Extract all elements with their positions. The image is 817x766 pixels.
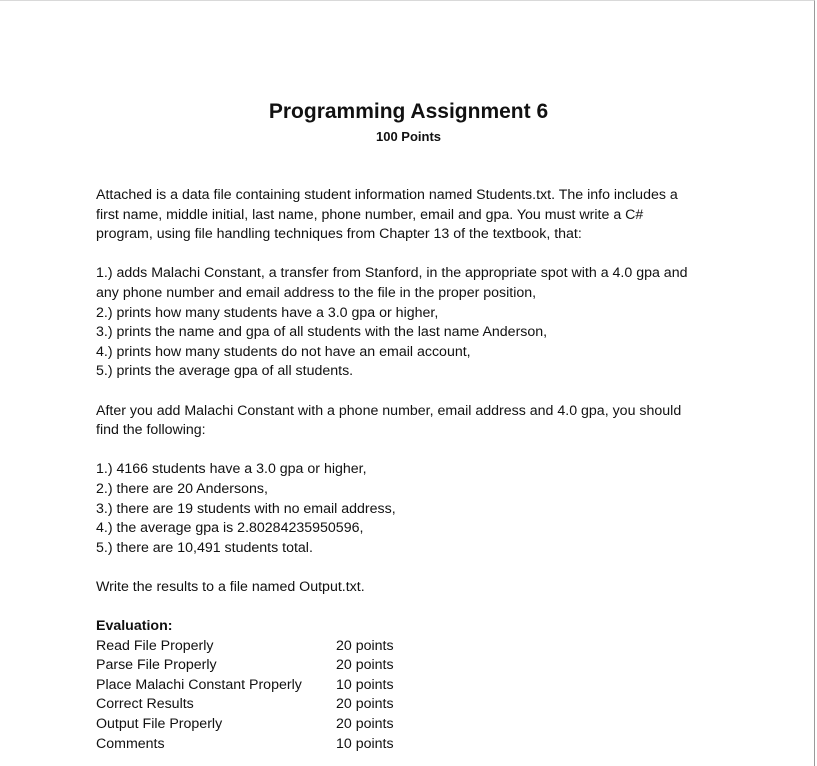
text-line: first name, middle initial, last name, phone number, email and gpa. You must write a C# [96,206,644,223]
list-item: 1.) 4166 students have a 3.0 gpa or higher, [96,461,367,478]
output-instruction: Write the results to a file named Output.txt. [96,578,365,595]
evaluation-points: 20 points [336,657,394,674]
evaluation-points: 10 points [336,676,394,693]
table-row [96,676,736,696]
list-item: 5.) prints the average gpa of all students. [96,363,354,380]
evaluation-table [96,617,736,754]
document-title: Programming Assignment 6 [268,100,549,123]
evaluation-points: 20 points [336,696,394,713]
list-item: 2.) there are 20 Andersons, [96,480,268,497]
evaluation-points: 20 points [336,637,394,654]
table-row [96,656,736,676]
list-item: 1.) adds Malachi Constant, a transfer from Stanford, in the appropriate spot with a 4.0 gpa and [96,265,688,282]
evaluation-item: Parse File Properly [96,657,217,674]
document-body [96,186,736,754]
table-row [96,637,736,657]
table-row [96,715,736,735]
table-row [96,695,736,715]
evaluation-item: Correct Results [96,696,194,713]
list-item: 4.) the average gpa is 2.80284235950596, [96,520,364,537]
text-line: program, using file handling techniques from Chapter 13 of the textbook, that: [96,226,582,243]
list-item: 3.) there are 19 students with no email address, [96,500,396,517]
intro-paragraph [96,186,736,245]
text-line: find the following: [96,422,206,439]
evaluation-item: Comments [96,735,165,752]
evaluation-points: 20 points [336,716,394,733]
list-item: any phone number and email address to the file in the proper position, [96,284,537,301]
evaluation-item: Read File Properly [96,637,214,654]
list-item: 4.) prints how many students do not have an email account, [96,343,471,360]
evaluation-item: Place Malachi Constant Properly [96,676,302,693]
list-item: 3.) prints the name and gpa of all students with the last name Anderson, [96,324,548,341]
list-item: 5.) there are 10,491 students total. [96,539,313,556]
task-list [96,264,736,382]
evaluation-heading: Evaluation: [96,618,173,635]
list-item: 2.) prints how many students have a 3.0 gpa or higher, [96,304,439,321]
after-paragraph [96,402,736,441]
results-list [96,460,736,558]
text-line: Attached is a data file containing student information named Students.txt. The info includes a [96,187,678,203]
table-row [96,735,736,755]
evaluation-points: 10 points [336,735,394,752]
evaluation-item: Output File Properly [96,716,223,733]
text-line: After you add Malachi Constant with a phone number, email address and 4.0 gpa, you should [96,402,682,419]
document-subtitle: 100 Points [375,129,442,144]
